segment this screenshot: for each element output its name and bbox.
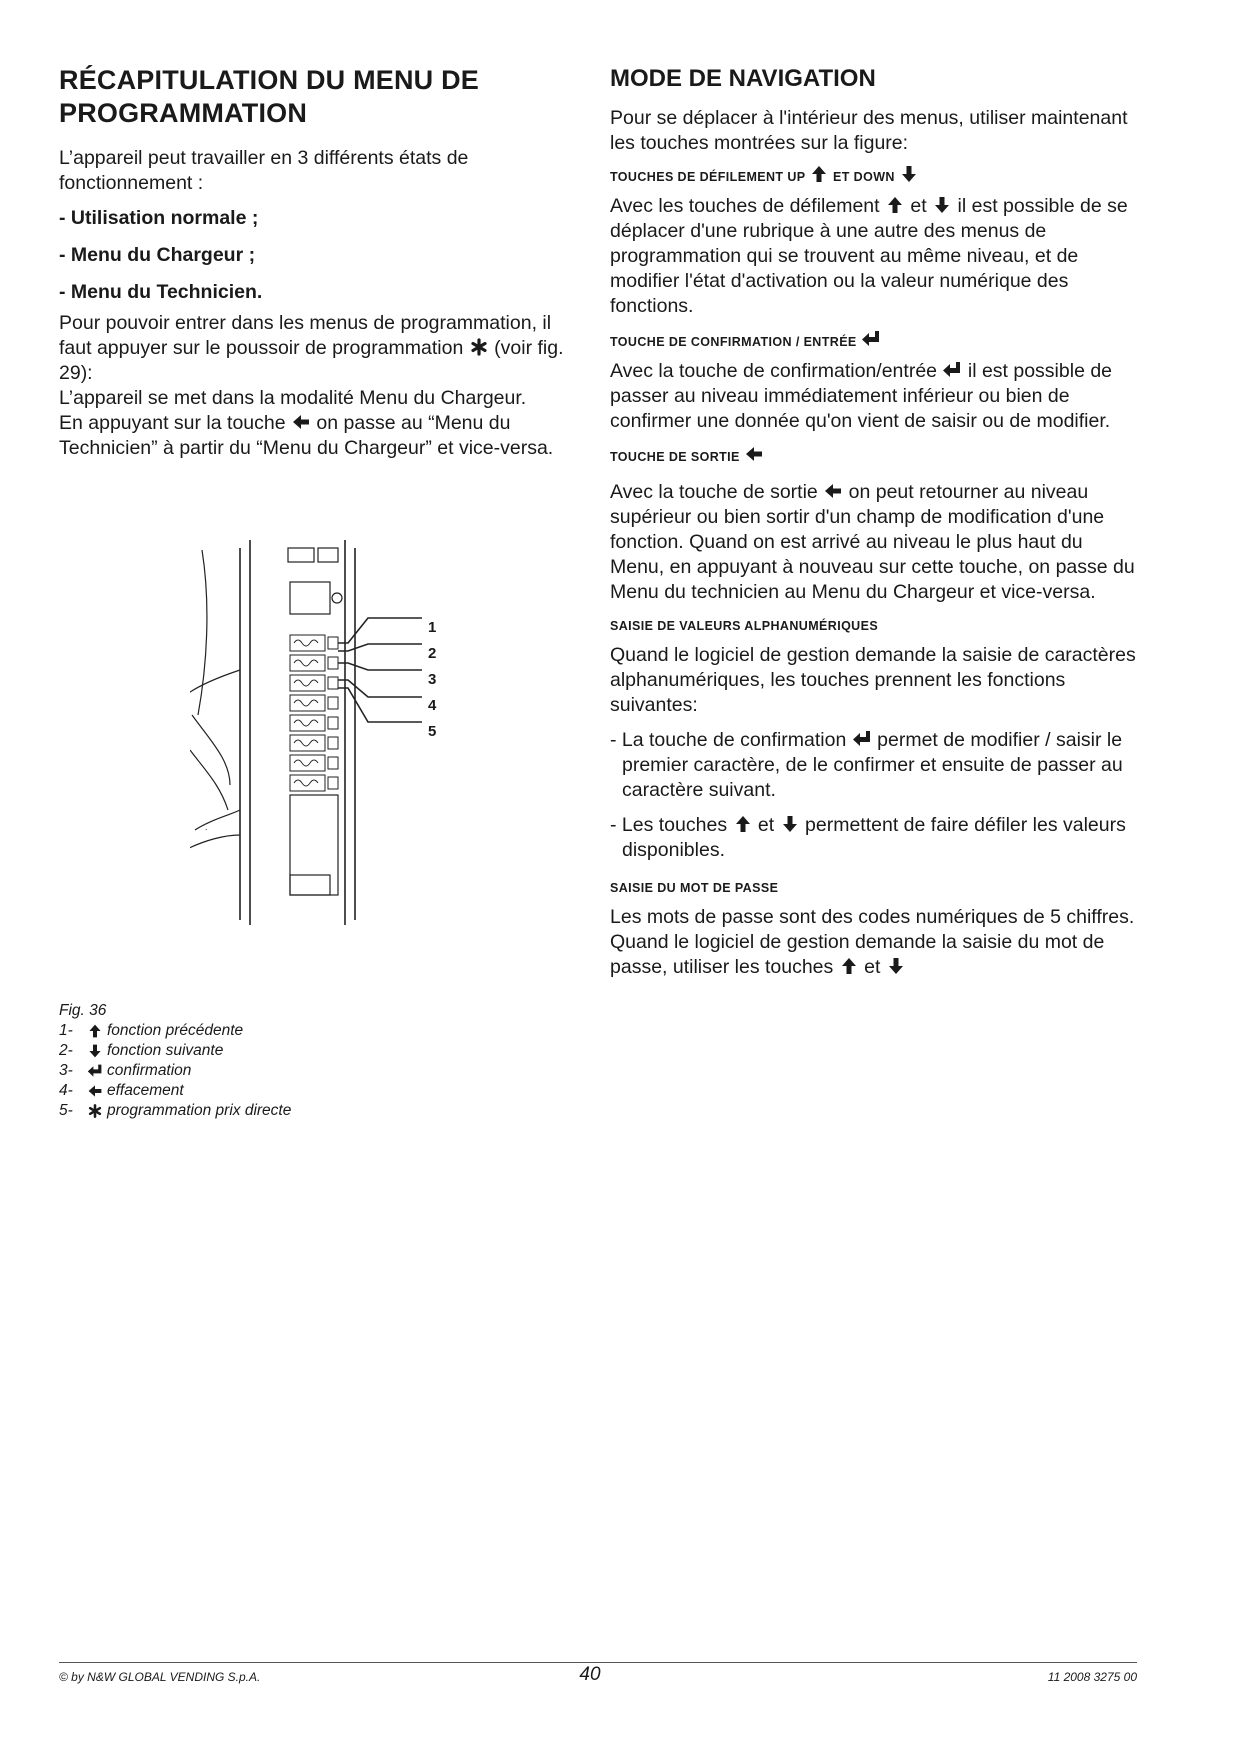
caption-num: 4- (59, 1082, 73, 1099)
arrow-down-icon (899, 164, 919, 184)
callout-label: 1 (428, 619, 437, 636)
figure-keypad-drawing (190, 540, 450, 925)
arrow-left-icon (823, 481, 843, 501)
caption-item (59, 1101, 379, 1121)
caption-text: effacement (107, 1082, 184, 1099)
section-title-recap: RÉCAPITULATION DU MENU DE PROGRAMMATION (59, 65, 479, 128)
arrow-up-icon (87, 1023, 107, 1039)
para-text: permet de modifier / saisir le premier caractère, de le confirmer et ensuite de passer au caractère suivant. (622, 729, 1123, 801)
para-text: permettent de faire défiler les valeurs disponibles. (622, 814, 1126, 861)
footer-copyright: © by N&W GLOBAL VENDING S.p.A. (59, 1670, 261, 1684)
right-column (610, 64, 1138, 980)
subhead-scroll-keys (610, 164, 1138, 188)
subhead-text: ET DOWN (833, 170, 895, 184)
para-text: En appuyant sur la touche (59, 412, 286, 434)
para-text: Quand le logiciel de gestion demande la saisie du mot de passe, utiliser les touches (610, 931, 1105, 978)
enter-icon (87, 1063, 107, 1079)
intro-paragraph: L’appareil peut travailler en 3 différents états de fonctionnement : (59, 147, 469, 194)
section-title-navigation: MODE DE NAVIGATION (610, 65, 876, 92)
password-keys-paragraph (610, 930, 1138, 980)
para-text: on passe au “Menu du Technicien” à partir du “Menu du Chargeur” et vice-versa. (59, 412, 554, 459)
arrow-left-icon (291, 412, 311, 432)
caption-text: fonction suivante (107, 1042, 224, 1059)
password-paragraph: Les mots de passe sont des codes numériques de 5 chiffres. (610, 906, 1135, 928)
subhead-alphanumeric: SAISIE DE VALEURS ALPHANUMÉRIQUES (610, 619, 879, 633)
scroll-keys-paragraph (610, 194, 1138, 319)
figure-caption (59, 1001, 379, 1121)
subhead-text: TOUCHE DE SORTIE (610, 450, 740, 464)
subhead-exit-key (610, 444, 1138, 468)
page-number: 40 (579, 1664, 601, 1685)
footer-divider (59, 1662, 1137, 1663)
arrow-left-icon (744, 444, 764, 464)
para-text: - La touche de confirmation (610, 729, 847, 751)
callout-label: 4 (428, 697, 437, 714)
callout-label: 2 (428, 645, 437, 662)
caption-item (59, 1021, 379, 1041)
caption-text: fonction précédente (107, 1022, 244, 1039)
para-text: et (864, 956, 881, 978)
state-item: - Utilisation normale ; (59, 207, 259, 229)
caption-item (59, 1041, 379, 1061)
subhead-text: TOUCHE DE CONFIRMATION / ENTRÉE (610, 335, 857, 349)
charger-mode-paragraph: L’appareil se met dans la modalité Menu du Chargeur. (59, 387, 527, 409)
para-text: Pour pouvoir entrer dans les menus de programmation, il faut appuyer sur le poussoir de programmation (59, 312, 552, 359)
asterisk-icon (469, 337, 489, 357)
para-text: et (910, 195, 927, 217)
arrow-down-icon (87, 1043, 107, 1059)
svg-text:.: . (205, 822, 208, 832)
caption-num: 5- (59, 1102, 73, 1119)
state-item: - Menu du Chargeur ; (59, 244, 256, 266)
enter-icon (942, 360, 962, 380)
caption-item (59, 1081, 379, 1101)
caption-item (59, 1061, 379, 1081)
switch-menu-paragraph (59, 411, 586, 461)
programming-paragraph (59, 311, 586, 386)
arrow-up-icon (809, 164, 829, 184)
arrow-up-icon (839, 956, 859, 976)
asterisk-icon (87, 1103, 107, 1119)
caption-text: confirmation (107, 1062, 192, 1079)
subhead-password: SAISIE DU MOT DE PASSE (610, 881, 779, 895)
left-column (59, 64, 586, 461)
enter-icon (852, 729, 872, 749)
para-text: il est possible de se déplacer d'une rubrique à une autre des menus de programmation qui se trouvent au même niveau, et de modifier l'état d'activation ou la valeur numérique des fonctions. (610, 195, 1128, 317)
enter-icon (861, 329, 881, 349)
arrow-left-icon (87, 1083, 107, 1099)
para-text: Avec la touche de sortie (610, 481, 818, 503)
arrow-down-icon (886, 956, 906, 976)
para-text: (voir fig. 29): (59, 337, 564, 384)
caption-num: 1- (59, 1022, 73, 1039)
arrow-up-icon (885, 195, 905, 215)
callout-label: 3 (428, 671, 437, 688)
exit-key-paragraph (610, 480, 1138, 605)
arrow-down-icon (780, 814, 800, 834)
para-text: on peut retourner au niveau supérieur ou bien sortir d'un champ de modification d'une fonction. Quand on est arrivé au niveau le plus haut du Menu, en appuyant à nouveau sur cette touche, on passe du Menu du technicien au Menu du Chargeur et vice-versa. (610, 481, 1135, 603)
caption-num: 2- (59, 1042, 73, 1059)
arrow-down-icon (932, 195, 952, 215)
nav-intro-paragraph: Pour se déplacer à l'intérieur des menus, utiliser maintenant les touches montrées sur la figure: (610, 107, 1128, 154)
para-text: et (757, 814, 775, 836)
document-code: 11 2008 3275 00 (1047, 1670, 1137, 1684)
para-text: - Les touches (610, 814, 728, 836)
subhead-confirm-key (610, 329, 1138, 353)
caption-num: 3- (59, 1062, 73, 1079)
alphanumeric-paragraph: Quand le logiciel de gestion demande la saisie de caractères alphanumériques, les touches prennent les fonctions suivantes: (610, 644, 1136, 716)
caption-text: programmation prix directe (107, 1102, 292, 1119)
para-text: Avec les touches de défilement (610, 195, 880, 217)
subhead-text: TOUCHES DE DÉFILEMENT UP (610, 170, 806, 184)
confirm-key-paragraph (610, 359, 1138, 434)
para-text: Avec la touche de confirmation/entrée (610, 360, 938, 382)
arrow-up-icon (733, 814, 753, 834)
state-item: - Menu du Technicien. (59, 281, 263, 303)
alphanumeric-bullet (610, 813, 1138, 863)
callout-label: 5 (428, 723, 437, 740)
caption-title: Fig. 36 (59, 1002, 107, 1019)
alphanumeric-bullet (610, 728, 1138, 803)
para-text: il est possible de passer au niveau immédiatement inférieur ou bien de confirmer une donnée qu'on vient de saisir ou de modifier. (610, 360, 1113, 432)
